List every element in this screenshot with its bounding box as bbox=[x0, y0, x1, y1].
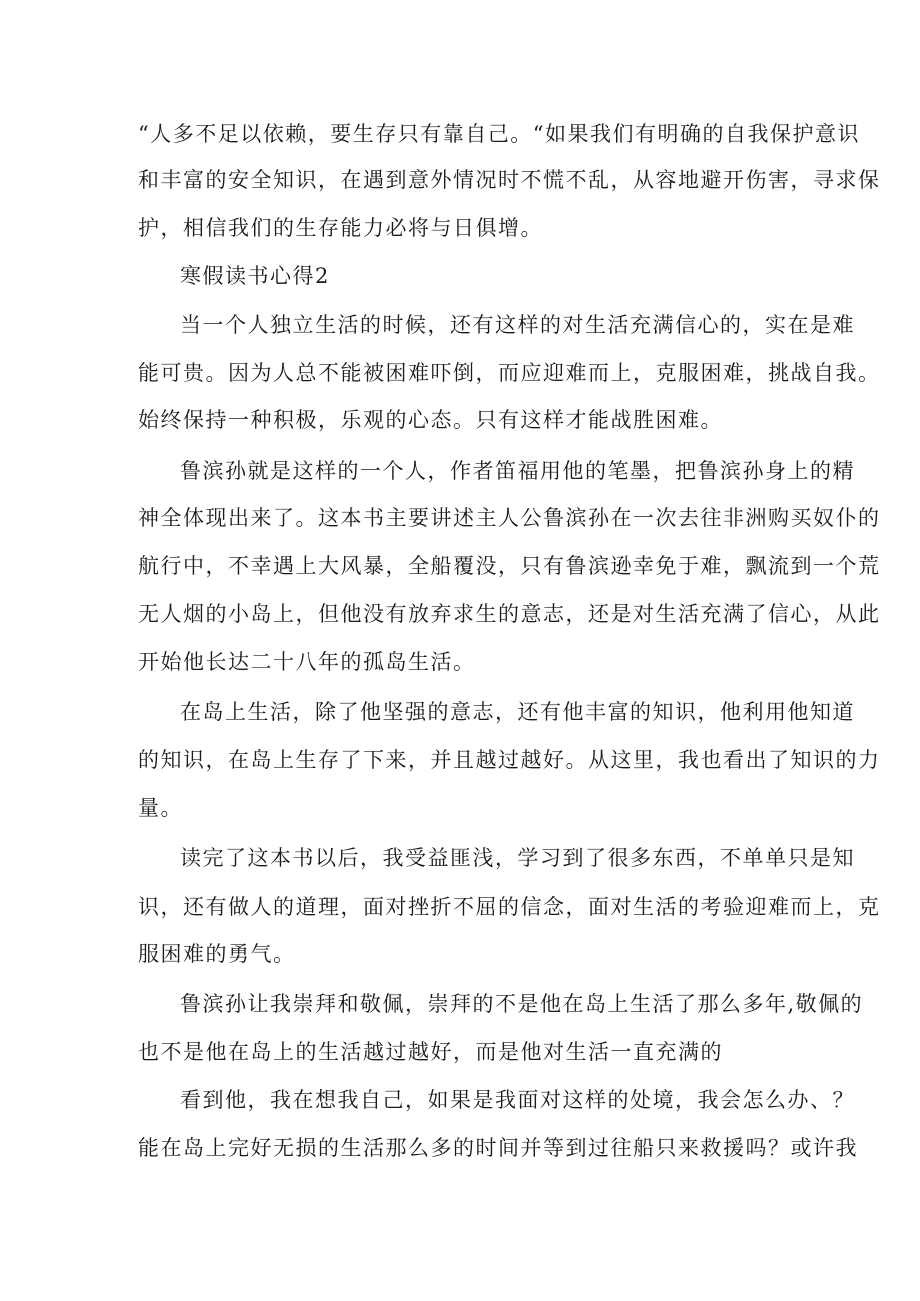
text-line: 无人烟的小岛上，但他没有放弃求生的意志，还是对生活充满了信心，从此 bbox=[138, 602, 881, 626]
text-line: 开始他长达二十八年的孤岛生活。 bbox=[138, 650, 476, 674]
text-line: 也不是他在岛上的生活越过越好，而是他对生活一直充满的 bbox=[138, 1040, 723, 1064]
text-line: 当一个人独立生活的时候，还有这样的对生活充满信心的，实在是难 bbox=[180, 313, 855, 337]
text-line: 在岛上生活，除了他坚强的意志，还有他丰富的知识，他利用他知道 bbox=[180, 700, 855, 724]
text-line: 神全体现出来了。这本书主要讲述主人公鲁滨孙在一次去往非洲购买奴仆的 bbox=[138, 506, 881, 530]
text-line: 鲁滨孙就是这样的一个人，作者笛福用他的笔墨，把鲁滨孙身上的精 bbox=[180, 459, 855, 483]
text-line: 看到他，我在想我自己，如果是我面对这样的处境，我会怎么办、？ bbox=[180, 1088, 855, 1112]
text-line: 和丰富的安全知识，在遇到意外情况时不慌不乱，从容地避开伤害，寻求保 bbox=[138, 168, 881, 192]
text-line: 读完了这本书以后，我受益匪浅，学习到了很多东西，不单单只是知 bbox=[180, 846, 855, 870]
text-line: “人多不足以依赖，要生存只有靠自己。“如果我们有明确的自我保护意识 bbox=[138, 122, 860, 146]
text-line: 量。 bbox=[138, 796, 183, 820]
text-line: 鲁滨孙让我崇拜和敬佩，崇拜的不是他在岛上生活了那么多年,敬佩的 bbox=[180, 992, 864, 1016]
text-line: 能在岛上完好无损的生活那么多的时间并等到过往船只来救援吗？或许我 bbox=[138, 1136, 858, 1160]
text-line: 航行中，不幸遇上大风暴，全船覆没，只有鲁滨逊幸免于难，飘流到一个荒 bbox=[138, 554, 881, 578]
section-heading: 寒假读书心得2 bbox=[180, 264, 330, 288]
text-line: 的知识，在岛上生存了下来，并且越过越好。从这里，我也看出了知识的力 bbox=[138, 748, 881, 772]
text-line: 护，相信我们的生存能力必将与日俱增。 bbox=[138, 216, 543, 240]
text-line: 能可贵。因为人总不能被困难吓倒，而应迎难而上，克服困难，挑战自我。 bbox=[138, 361, 881, 385]
text-line: 识，还有做人的道理，面对挫折不屈的信念，面对生活的考验迎难而上，克 bbox=[138, 895, 881, 919]
text-line: 服困难的勇气。 bbox=[138, 942, 296, 966]
text-line: 始终保持一种积极，乐观的心态。只有这样才能战胜困难。 bbox=[138, 408, 723, 432]
